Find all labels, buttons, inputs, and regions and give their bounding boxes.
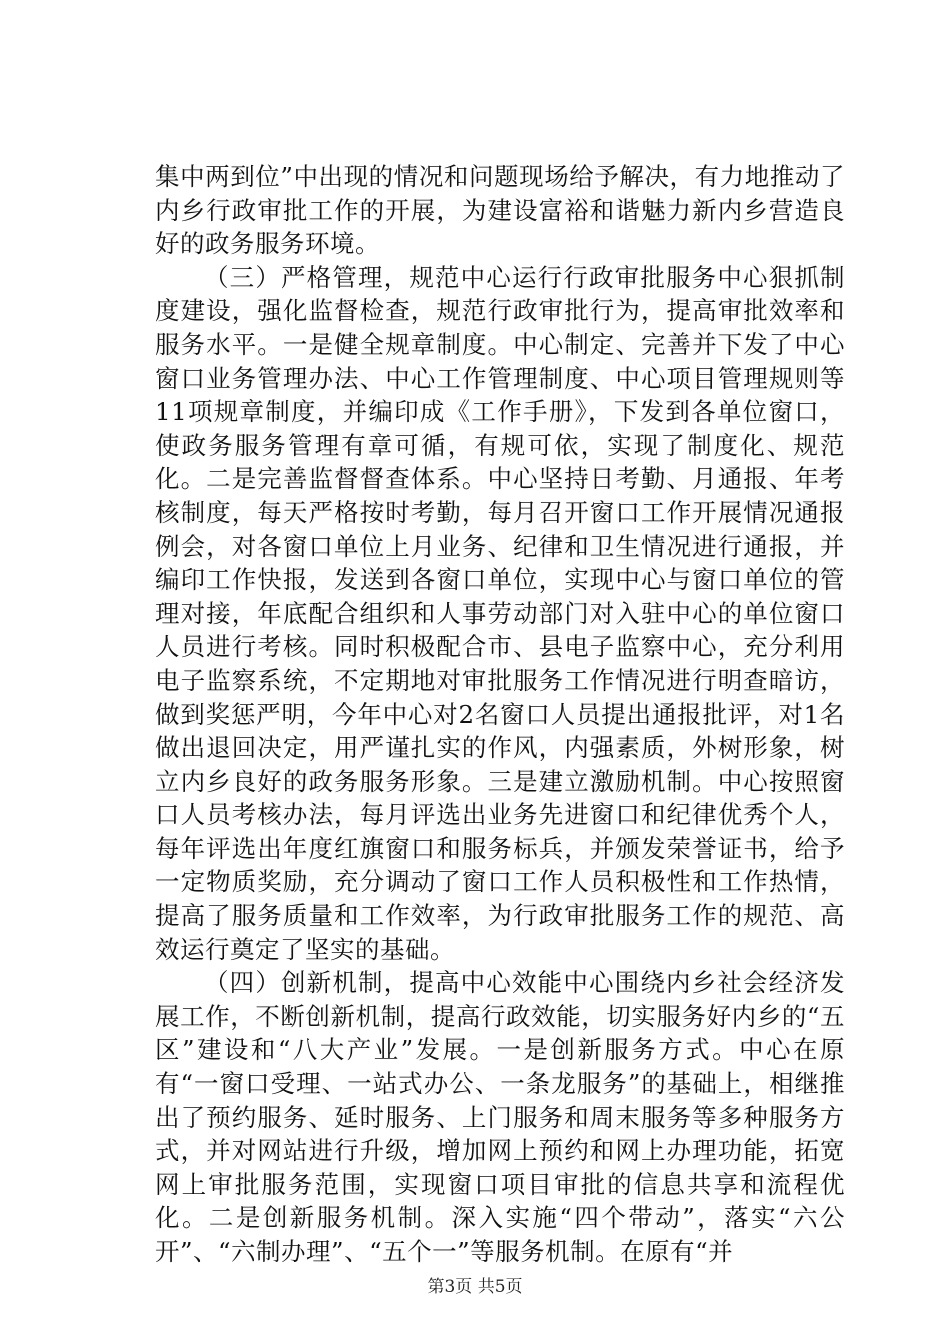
paragraph-section-four: （四）创新机制，提高中心效能中心围绕内乡社会经济发展工作，不断创新机制，提高行政效能，切实服务好内乡的“五区”建设和“八大产业”发展。一是创新服务方式。中心在原有“一窗口受理、一站式办公、一条龙服务”的基础上，相继推出了预约服务、延时服务、上门服务和周末服务等多种服务方式，并对网站进行升级，增加网上预约和网上办理功能，拓宽网上审批服务范围，实现窗口项目审批的信息共享和流程优化。二是创新服务机制。深入实施“四个带动”，落实“六公开”、“六制办理”、“五个一”等服务机制。在原有“并 bbox=[155, 968, 845, 1266]
document-body bbox=[155, 160, 845, 1269]
paragraph-continuation: 集中两到位”中出现的情况和问题现场给予解决，有力地推动了内乡行政审批工作的开展，为建设富裕和谐魅力新内乡营造良好的政务服务环境。 bbox=[155, 162, 845, 259]
page-number-footer: 第3页 共5页 bbox=[427, 1277, 523, 1297]
paragraph-section-three: （三）严格管理，规范中心运行行政审批服务中心狠抓制度建设，强化监督检查，规范行政审批行为，提高审批效率和服务水平。一是健全规章制度。中心制定、完善并下发了中心窗口业务管理办法、中心工作管理制度、中心项目管理规则等11项规章制度，并编印成《工作手册》，下发到各单位窗口，使政务服务管理有章可循，有规可依，实现了制度化、规范化。二是完善监督督查体系。中心坚持日考勤、月通报、年考核制度，每天严格按时考勤，每月召开窗口工作开展情况通报例会，对各窗口单位上月业务、纪律和卫生情况进行通报，并编印工作快报，发送到各窗口单位，实现中心与窗口单位的管理对接，年底配合组织和人事劳动部门对入驻中心的单位窗口人员进行考核。同时积极配合市、县电子监察中心，充分利用电子监察系统，不定期地对审批服务工作情况进行明查暗访，做到奖惩严明，今年中心对2名窗口人员提出通报批评，对1名做出退回决定，用严谨扎实的作风，内强素质，外树形象，树立内乡良好的政务服务形象。三是建立激励机制。中心按照窗口人员考核办法，每月评选出业务先进窗口和纪律优秀个人，每年评选出年度红旗窗口和服务标兵，并颁发荣誉证书，给予一定物质奖励，充分调动了窗口工作人员积极性和工作热情，提高了服务质量和工作效率，为行政审批服务工作的规范、高效运行奠定了坚实的基础。 bbox=[155, 262, 845, 964]
